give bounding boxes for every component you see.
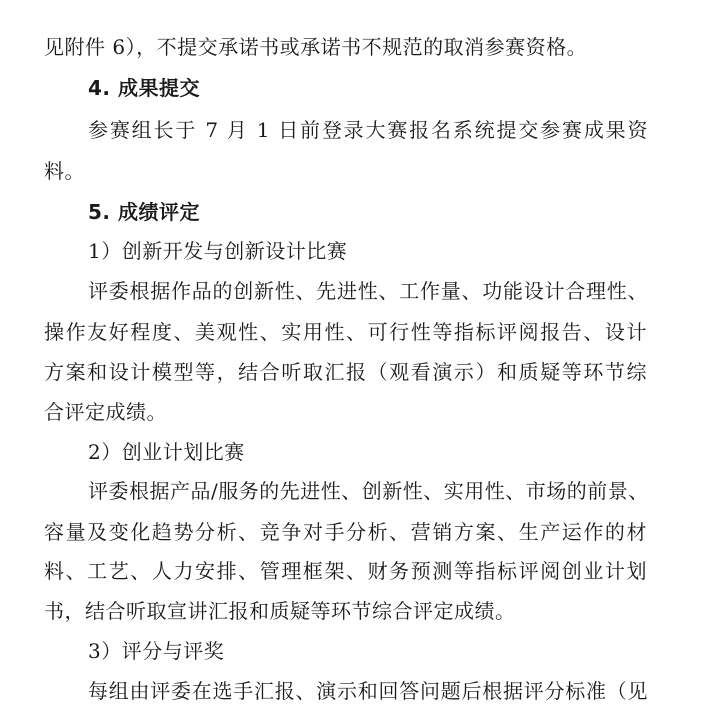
paragraph-line: 见附件 6），不提交承诺书或承诺书不规范的取消参赛资格。 [44, 35, 588, 59]
paragraph-line: 料、工艺、人力安排、管理框架、财务预测等指标评阅创业计划 [44, 559, 647, 583]
paragraph-line: 参赛组长于 7 月 1 日前登录大赛报名系统提交参赛成果资 [88, 118, 648, 142]
subsection-heading: 1）创新开发与创新设计比赛 [88, 239, 348, 263]
paragraph-line: 合评定成绩。 [44, 400, 167, 424]
paragraph-line: 操作友好程度、美观性、实用性、可行性等指标评阅报告、设计 [44, 320, 647, 344]
paragraph-line: 评委根据作品的创新性、先进性、工作量、功能设计合理性、 [88, 279, 648, 303]
subsection-heading: 2）创业计划比赛 [88, 440, 245, 464]
paragraph-line: 方案和设计模型等，结合听取汇报（观看演示）和质疑等环节综 [44, 360, 647, 384]
paragraph-line: 每组由评委在选手汇报、演示和回答问题后根据评分标准（见 [88, 679, 648, 703]
section-heading-score-evaluation: 5. 成绩评定 [88, 200, 200, 224]
paragraph-line: 书，结合听取宣讲汇报和质疑等环节综合评定成绩。 [44, 599, 516, 623]
subsection-heading: 3）评分与评奖 [88, 639, 225, 663]
paragraph-line: 评委根据产品/服务的先进性、创新性、实用性、市场的前景、 [88, 479, 649, 503]
paragraph-line: 容量及变化趋势分析、竞争对手分析、营销方案、生产运作的材 [44, 520, 647, 544]
paragraph-line: 料。 [44, 159, 85, 183]
section-heading-results-submission: 4. 成果提交 [88, 76, 200, 100]
